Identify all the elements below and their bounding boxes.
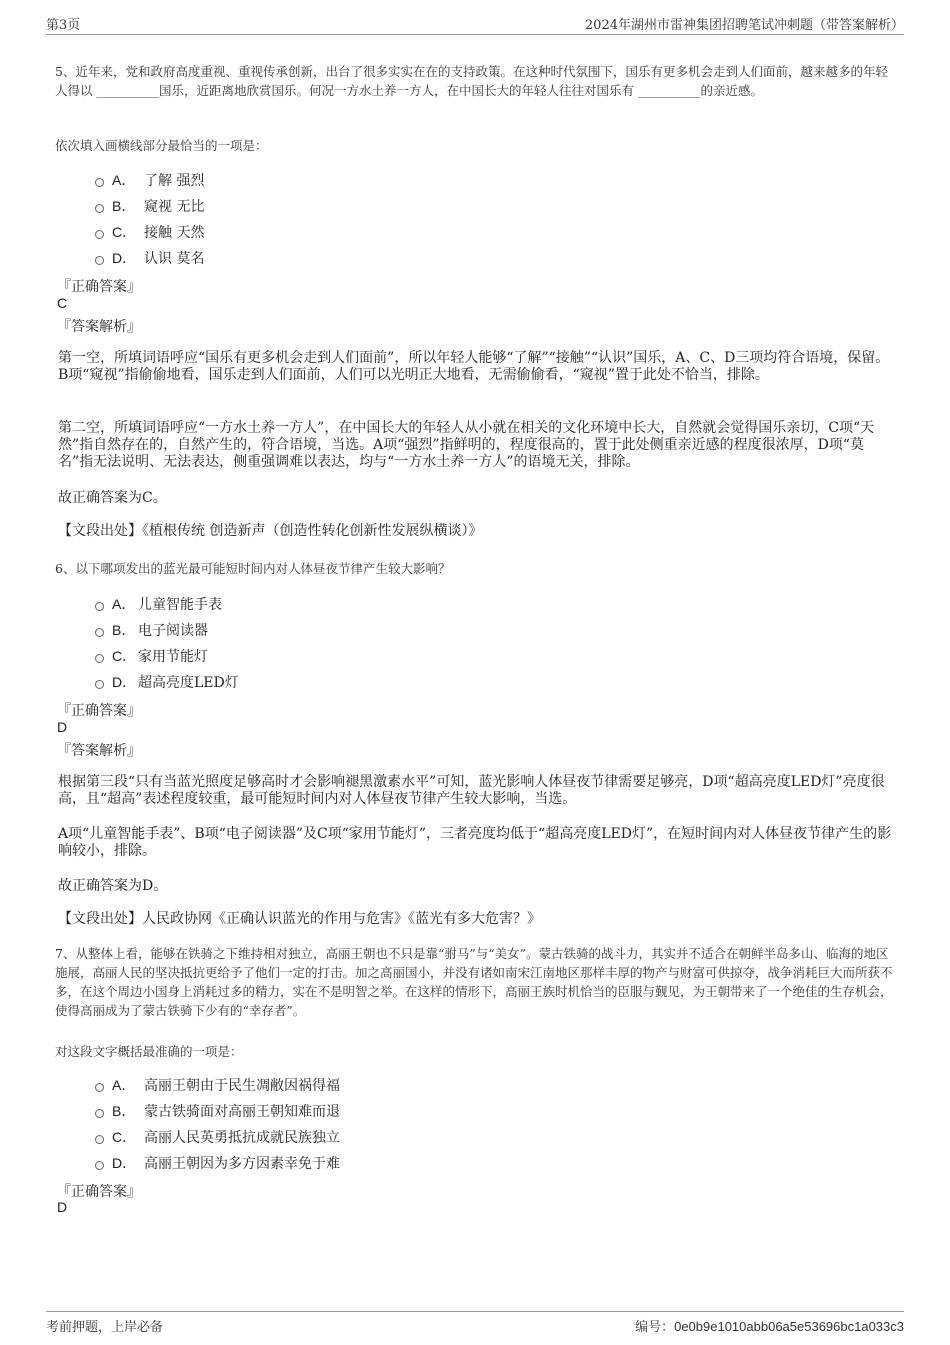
page-footer bbox=[46, 1311, 904, 1334]
radio-icon[interactable] bbox=[95, 204, 104, 213]
question-7-prompt: 对这段文字概括最准确的一项是： bbox=[55, 1044, 243, 1059]
document-code-label: 编号： bbox=[635, 1320, 675, 1335]
radio-icon[interactable] bbox=[95, 680, 104, 689]
question-6-option-b[interactable]: B． 电子阅读器 bbox=[95, 620, 208, 640]
question-7-option-b[interactable]: B． 蒙古铁骑面对高丽王朝知难而退 bbox=[95, 1101, 340, 1121]
question-6-source: 【文段出处】人民政协网《正确认识蓝光的作用与危害》《蓝光有多大危害？》 bbox=[58, 911, 541, 927]
radio-icon[interactable] bbox=[95, 178, 104, 187]
question-7-text: 7、从整体上看，能够在铁骑之下维持相对独立，高丽王朝也不只是靠“驸马”与“美女”。蒙古铁骑的战斗力，其实并不适合在朝鲜半岛多山、临海的地区施展，高丽人民的坚决抵抗更给予了他们一定的打击。加之高丽国小，并没有诸如南宋江南地区那样丰厚的物产与财富可供掠夺，战争消耗巨大而所获不多，在这个周边小国身上消耗过多的精力，实在不是明智之举。在这样的情形下，高丽王族时机恰当的臣服与觐见，为王朝带来了一个绝佳的生存机会，使得高丽成为了蒙古铁骑下少有的“幸存者”。 bbox=[55, 946, 893, 1018]
question-6-analysis-2: A项“儿童智能手表”、B项“电子阅读器”及C项“家用节能灯”，三者亮度均低于“超高亮度LED灯”，在短时间内对人体昼夜节律产生的影响较小，排除。 bbox=[58, 826, 892, 859]
question-7-option-a[interactable]: A． 高丽王朝由于民生凋敝因祸得福 bbox=[95, 1075, 340, 1095]
page-number: 第3页 bbox=[46, 18, 81, 33]
question-5-analysis-label: 『答案解析』 bbox=[57, 319, 141, 335]
question-5-prompt: 依次填入画横线部分最恰当的一项是： bbox=[55, 138, 268, 153]
question-6-answer-label: 『正确答案』 bbox=[57, 703, 141, 719]
question-5-analysis-2: 第二空，所填词语呼应“一方水土养一方人”，在中国长大的年轻人从小就在相关的文化环境中长大，自然就会觉得国乐亲切，C项“天然”指自然存在的，自然产生的，符合语境，当选。A项“强烈”指鲜明的，程度很高的，置于此处侧重亲近感的程度很浓厚，D项“莫名”指无法说明、无法表达，侧重强调难以表达，均与“一方水土养一方人”的语境无关，排除。 bbox=[58, 420, 875, 470]
question-7-option-d[interactable]: D． 高丽王朝因为多方因素幸免于难 bbox=[95, 1153, 340, 1173]
document-code bbox=[635, 1316, 904, 1335]
question-6-option-a[interactable]: A． 儿童智能手表 bbox=[95, 594, 222, 614]
question-7-answer-label: 『正确答案』 bbox=[57, 1184, 141, 1200]
question-5-option-c[interactable]: C． 接触 天然 bbox=[95, 222, 204, 242]
question-6-text: 6、以下哪项发出的蓝光最可能短时间内对人体昼夜节律产生较大影响？ bbox=[55, 561, 451, 576]
radio-icon[interactable] bbox=[95, 1083, 104, 1092]
radio-icon[interactable] bbox=[95, 1109, 104, 1118]
question-5-option-b[interactable]: B． 窥视 无比 bbox=[95, 196, 204, 216]
page-header bbox=[46, 14, 904, 35]
question-6-analysis-3: 故正确答案为D。 bbox=[58, 878, 168, 894]
question-5-analysis-1: 第一空，所填词语呼应“国乐有更多机会走到人们面前”，所以年轻人能够“了解”“接触”“认识”国乐，A、C、D三项均符合语境，保留。B项“窥视”指偷偷地看，国乐走到人们面前，人们可以光明正大地看，无需偷偷看，“窥视”置于此处不恰当，排除。 bbox=[58, 350, 890, 383]
question-6-analysis-label: 『答案解析』 bbox=[57, 743, 141, 759]
question-5-answer-label: 『正确答案』 bbox=[57, 279, 141, 295]
radio-icon[interactable] bbox=[95, 1161, 104, 1170]
footer-slogan: 考前押题，上岸必备 bbox=[46, 1320, 164, 1335]
radio-icon[interactable] bbox=[95, 628, 104, 637]
radio-icon[interactable] bbox=[95, 602, 104, 611]
question-6-analysis-1: 根据第三段“只有当蓝光照度足够高时才会影响褪黑激素水平”可知，蓝光影响人体昼夜节律需要足够亮，D项“超高亮度LED灯”亮度很高，且“超高”表述程度较重，最可能短时间内对人体昼夜节律产生较大影响，当选。 bbox=[58, 774, 885, 807]
radio-icon[interactable] bbox=[95, 230, 104, 239]
question-5-text: 5、近年来，党和政府高度重视、重视传承创新，出台了很多实实在在的支持政策。在这种时代氛围下，国乐有更多机会走到人们面前，越来越多的年轻人得以 __________国乐，近距离地欣赏国乐。何况一方水土养一方人，在中国长大的年轻人往往对国乐有 __________的亲近感。 bbox=[55, 64, 888, 98]
document-code-value: 0e0b9e1010abb06a5e53696bc1a033c3 bbox=[674, 1319, 904, 1334]
document-title: 2024年湖州市雷神集团招聘笔试冲刺题（带答案解析） bbox=[584, 18, 904, 33]
question-7-answer: D bbox=[57, 1199, 68, 1215]
question-6-option-c[interactable]: C． 家用节能灯 bbox=[95, 646, 208, 666]
radio-icon[interactable] bbox=[95, 1135, 104, 1144]
radio-icon[interactable] bbox=[95, 256, 104, 265]
question-5-option-d[interactable]: D． 认识 莫名 bbox=[95, 248, 204, 268]
question-6-option-d[interactable]: D． 超高亮度LED灯 bbox=[95, 672, 239, 692]
radio-icon[interactable] bbox=[95, 654, 104, 663]
question-6-answer: D bbox=[57, 719, 68, 735]
question-5-answer: C bbox=[57, 295, 68, 311]
question-5-source: 【文段出处】《植根传统 创造新声（创造性转化创新性发展纵横谈）》 bbox=[58, 523, 483, 539]
question-5-analysis-3: 故正确答案为C。 bbox=[58, 490, 167, 506]
question-5-option-a[interactable]: A． 了解 强烈 bbox=[95, 170, 204, 190]
question-7-option-c[interactable]: C． 高丽人民英勇抵抗成就民族独立 bbox=[95, 1127, 340, 1147]
